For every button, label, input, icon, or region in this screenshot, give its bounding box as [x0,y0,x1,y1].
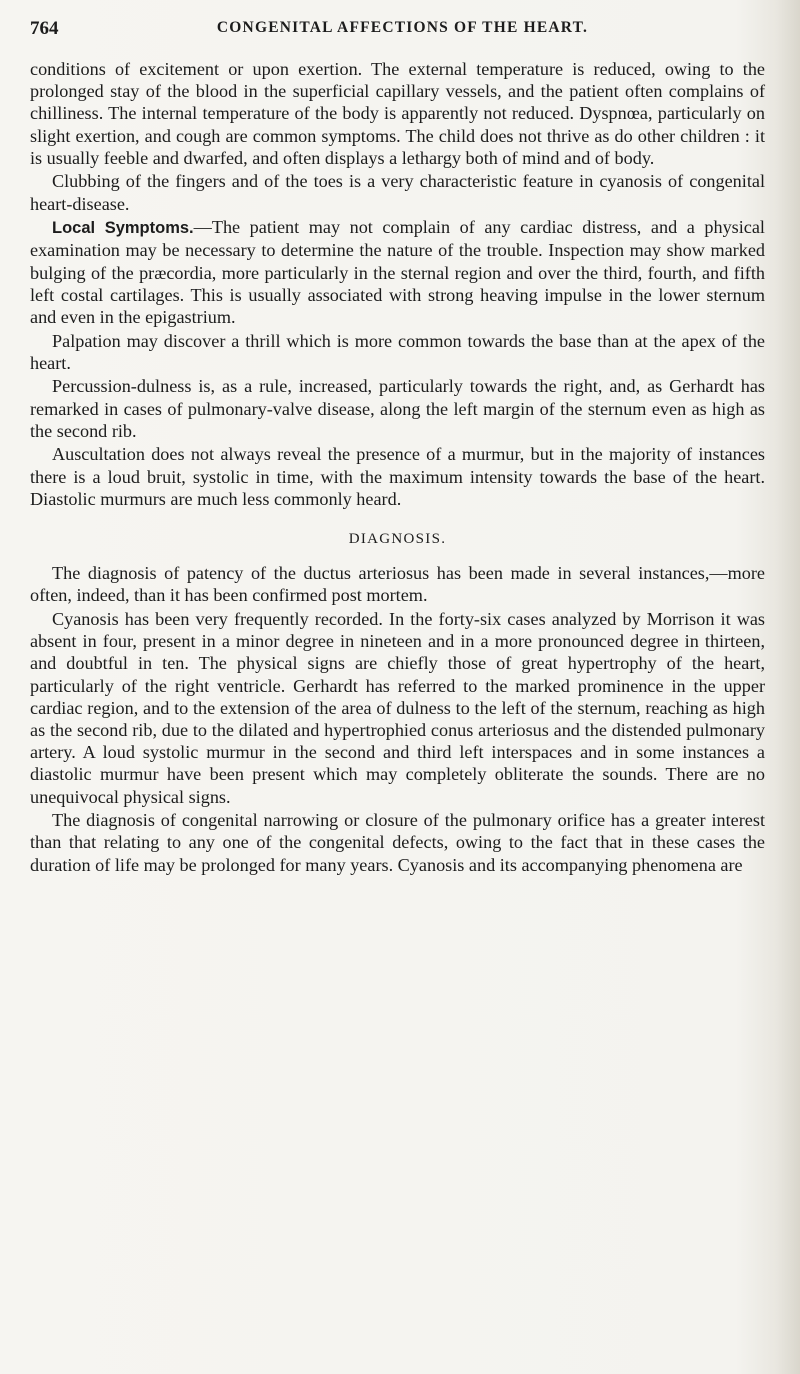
paragraph-text: —The patient may not complain of any cardiac distress, and a physical examination may be necessary to determine the nature of the trouble. Inspection may show marked bulging of the præcordia, more particularly in the sternal region and over the third, fourth, and fifth left costal cartilages. This is usually associated with strong heaving impulse in the lower sternum and even in the epigastrium. [30,217,765,328]
paragraph: Clubbing of the fingers and of the toes is a very characteristic feature in cyanosis of congenital heart-disease. [30,171,765,214]
paragraph: Cyanosis has been very frequently recorded. In the forty-six cases analyzed by Morrison it was absent in four, present in a minor degree in nineteen and in a more pronounced degree in thirteen, and doubtful in ten. The physical signs are chiefly those of great hypertrophy of the heart, particularly of the right ventricle. Gerhardt has referred to the marked prominence in the upper cardiac region, and to the extension of the area of dulness to the left of the sternum, reaching as high as the second rib, due to the dilated and hypertrophied conus arteriosus and the distended pulmonary artery. A loud systolic murmur in the second and third left interspaces and in some instances a diastolic murmur have been present which may completely obliterate the sounds. There are no unequivocal physical signs. [30,609,765,807]
paragraph: The diagnosis of congenital narrowing or closure of the pulmonary orifice has a greater interest than that relating to any one of the congenital defects, owing to the fact that in these cases the duration of life may be prolonged for many years. Cyanosis and its accompanying phenomena are [30,810,765,875]
running-title: CONGENITAL AFFECTIONS OF THE HEART. [216,19,589,36]
page-body [30,58,765,877]
paragraph [30,216,765,328]
paragraph: Palpation may discover a thrill which is more common towards the base than at the apex of the heart. [30,330,765,373]
paragraph: conditions of excitement or upon exertion. The external temperature is reduced, owing to the prolonged stay of the blood in the superficial capillary vessels, and the patient often complains of chilliness. The internal temperature of the body is apparently not reduced. Dyspnœa, particularly on slight exertion, and cough are common symptoms. The child does not thrive as do other children : it is usually feeble and dwarfed, and often displays a lethargy both of mind and of body. [30,59,765,168]
section-heading: DIAGNOSIS. [348,531,447,548]
paragraph-lead: Local Symptoms. [52,219,194,238]
page-number: 764 [30,18,59,39]
paragraph: Percussion-dulness is, as a rule, increased, particularly towards the right, and, as Gerhardt has remarked in cases of pulmonary-valve disease, along the left margin of the sternum even as high as the second rib. [30,376,765,441]
page-header [30,18,775,44]
paragraph: Auscultation does not always reveal the presence of a murmur, but in the majority of instances there is a loud bruit, systolic in time, with the maximum intensity towards the base of the heart. Diastolic murmurs are much less commonly heard. [30,444,765,509]
paragraph: The diagnosis of patency of the ductus arteriosus has been made in several instances,—more often, indeed, than it has been confirmed post mortem. [30,563,765,606]
